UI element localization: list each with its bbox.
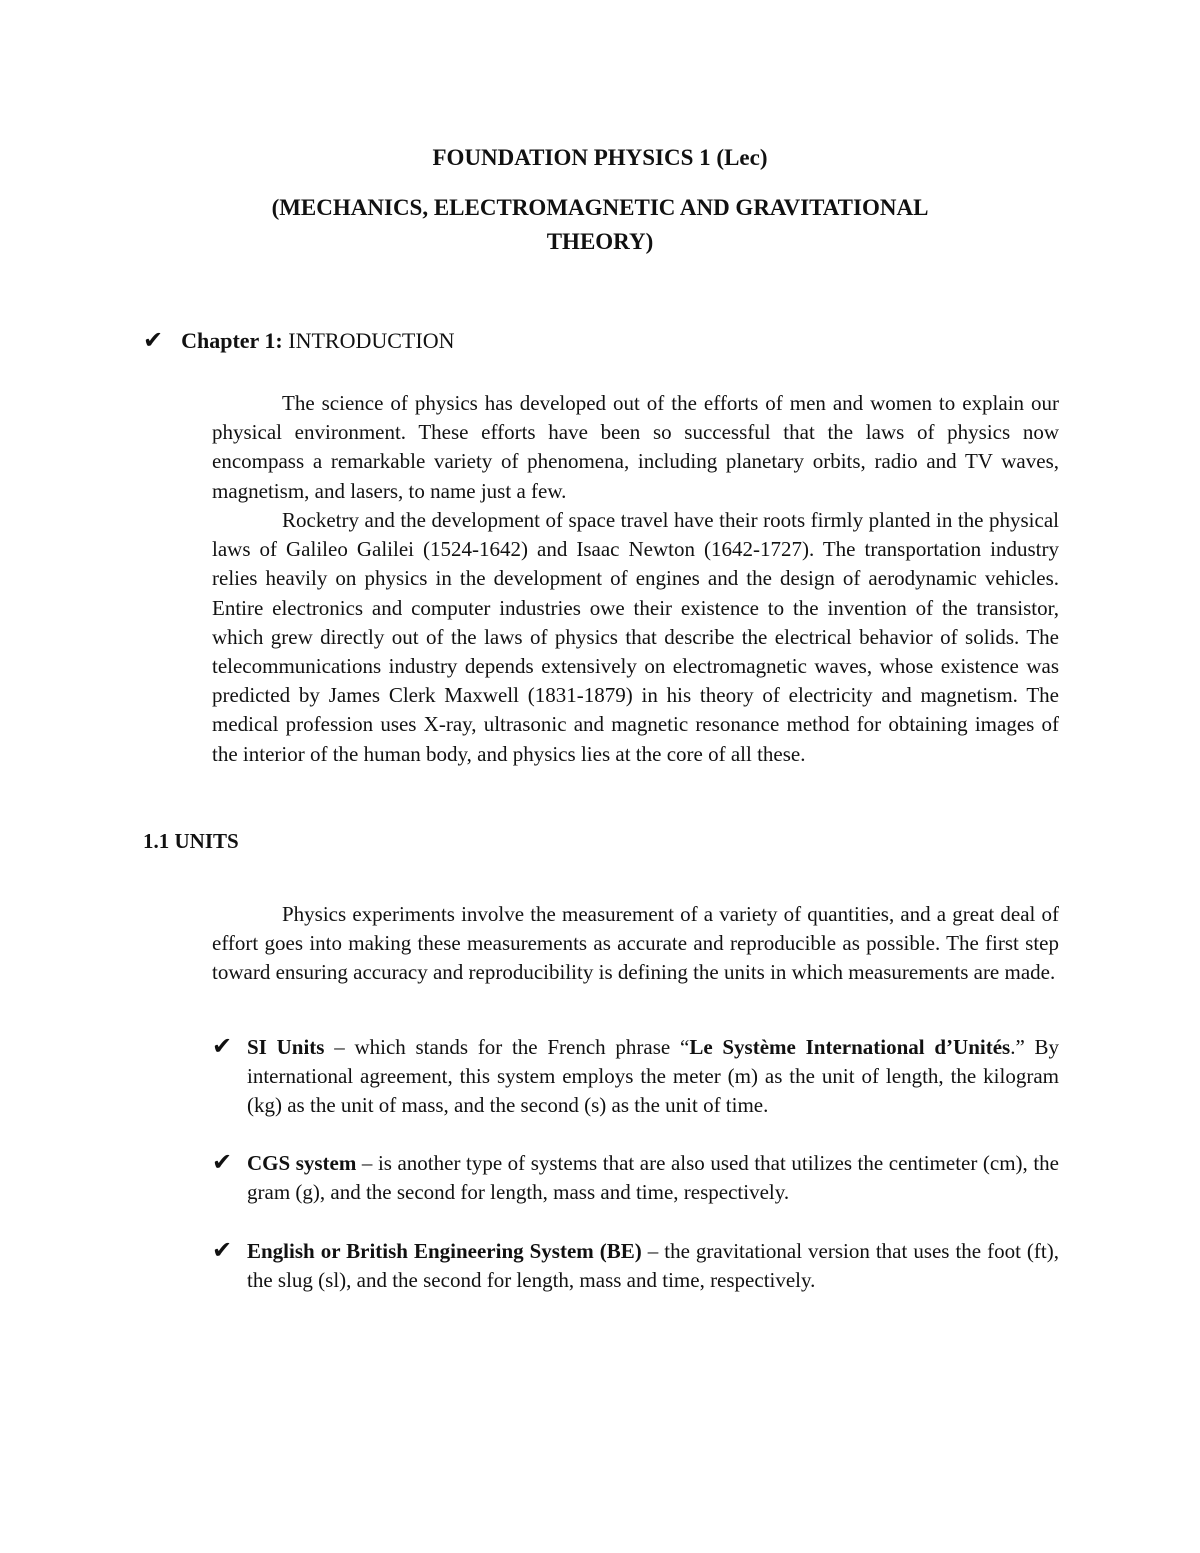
unit-system-term: English or British Engineering System (BE) [247, 1239, 642, 1263]
subtitle-line-1: (MECHANICS, ELECTROMAGNETIC AND GRAVITATIONAL [271, 195, 929, 220]
intro-paragraph-1: The science of physics has developed out of the efforts of men and women to explain our physical environment. These efforts have been so successful that the laws of physics now encompass a remarkable variety of phenomena, including planetary orbits, radio and TV waves, magnetism, and lasers, to name just a few. [212, 391, 1059, 503]
unit-system-text [247, 1033, 1059, 1121]
unit-system-text [247, 1149, 1059, 1207]
section-heading-units: 1.1 UNITS [143, 829, 239, 853]
document-subtitle [150, 194, 1050, 256]
units-paragraph: Physics experiments involve the measurement of a variety of quantities, and a great deal of effort goes into making these measurements as accurate and reproducible as possible. The first step toward ensuring accuracy and reproducibility is defining the units in which measurements are made. [212, 902, 1059, 985]
unit-system-be [212, 1237, 1059, 1295]
document-title: FOUNDATION PHYSICS 1 (Lec) [432, 145, 768, 170]
check-mark-icon: ✔ [212, 1150, 233, 1176]
subtitle-line-2: THEORY) [546, 229, 654, 254]
unit-system-description: – which stands for the French phrase “ [324, 1035, 690, 1059]
unit-system-si [212, 1033, 1059, 1121]
intro-paragraph-2: Rocketry and the development of space travel have their roots firmly planted in the physical laws of Galileo Galilei (1524-1642) and Isaac Newton (1642-1727). The transportation industry relies heavily on physics in the development of engines and the design of aerodynamic vehicles. Entire electronics and computer industries owe their existence to the invention of the transistor, which grew directly out of the laws of physics that describe the electrical behavior of solids. The telecommunications industry depends extensively on electromagnetic waves, whose existence was predicted by James Clerk Maxwell (1831-1879) in his theory of electricity and magnetism. The medical profession uses X-ray, ultrasonic and magnetic resonance method for obtaining images of the interior of the human body, and physics lies at the core of all these. [212, 508, 1059, 766]
chapter-label: Chapter 1: [181, 328, 283, 353]
check-mark-icon: ✔ [143, 328, 164, 354]
check-mark-icon: ✔ [212, 1034, 233, 1060]
chapter-heading [143, 326, 454, 356]
check-mark-icon: ✔ [212, 1238, 233, 1264]
unit-system-cgs [212, 1149, 1059, 1207]
unit-system-text [247, 1237, 1059, 1295]
unit-system-description: – is another type of systems that are also used that utilizes the centimeter (cm), the gram (g), and the second for length, mass and time, respectively. [247, 1151, 1059, 1205]
unit-system-description-cont: .” By international agreement, this system employs the meter (m) as the unit of length, the kilogram (kg) as the unit of mass, and the second (s) as the unit of time. [247, 1035, 1060, 1118]
unit-system-term: CGS system [247, 1151, 357, 1175]
chapter-title: INTRODUCTION [282, 328, 455, 353]
unit-system-term: SI Units [247, 1035, 325, 1059]
unit-system-description: – the gravitational version that uses the foot (ft), the slug (sl), and the second for length, mass and time, respectively. [247, 1239, 1059, 1293]
french-phrase: Le Système International d’Unités [689, 1035, 1011, 1059]
